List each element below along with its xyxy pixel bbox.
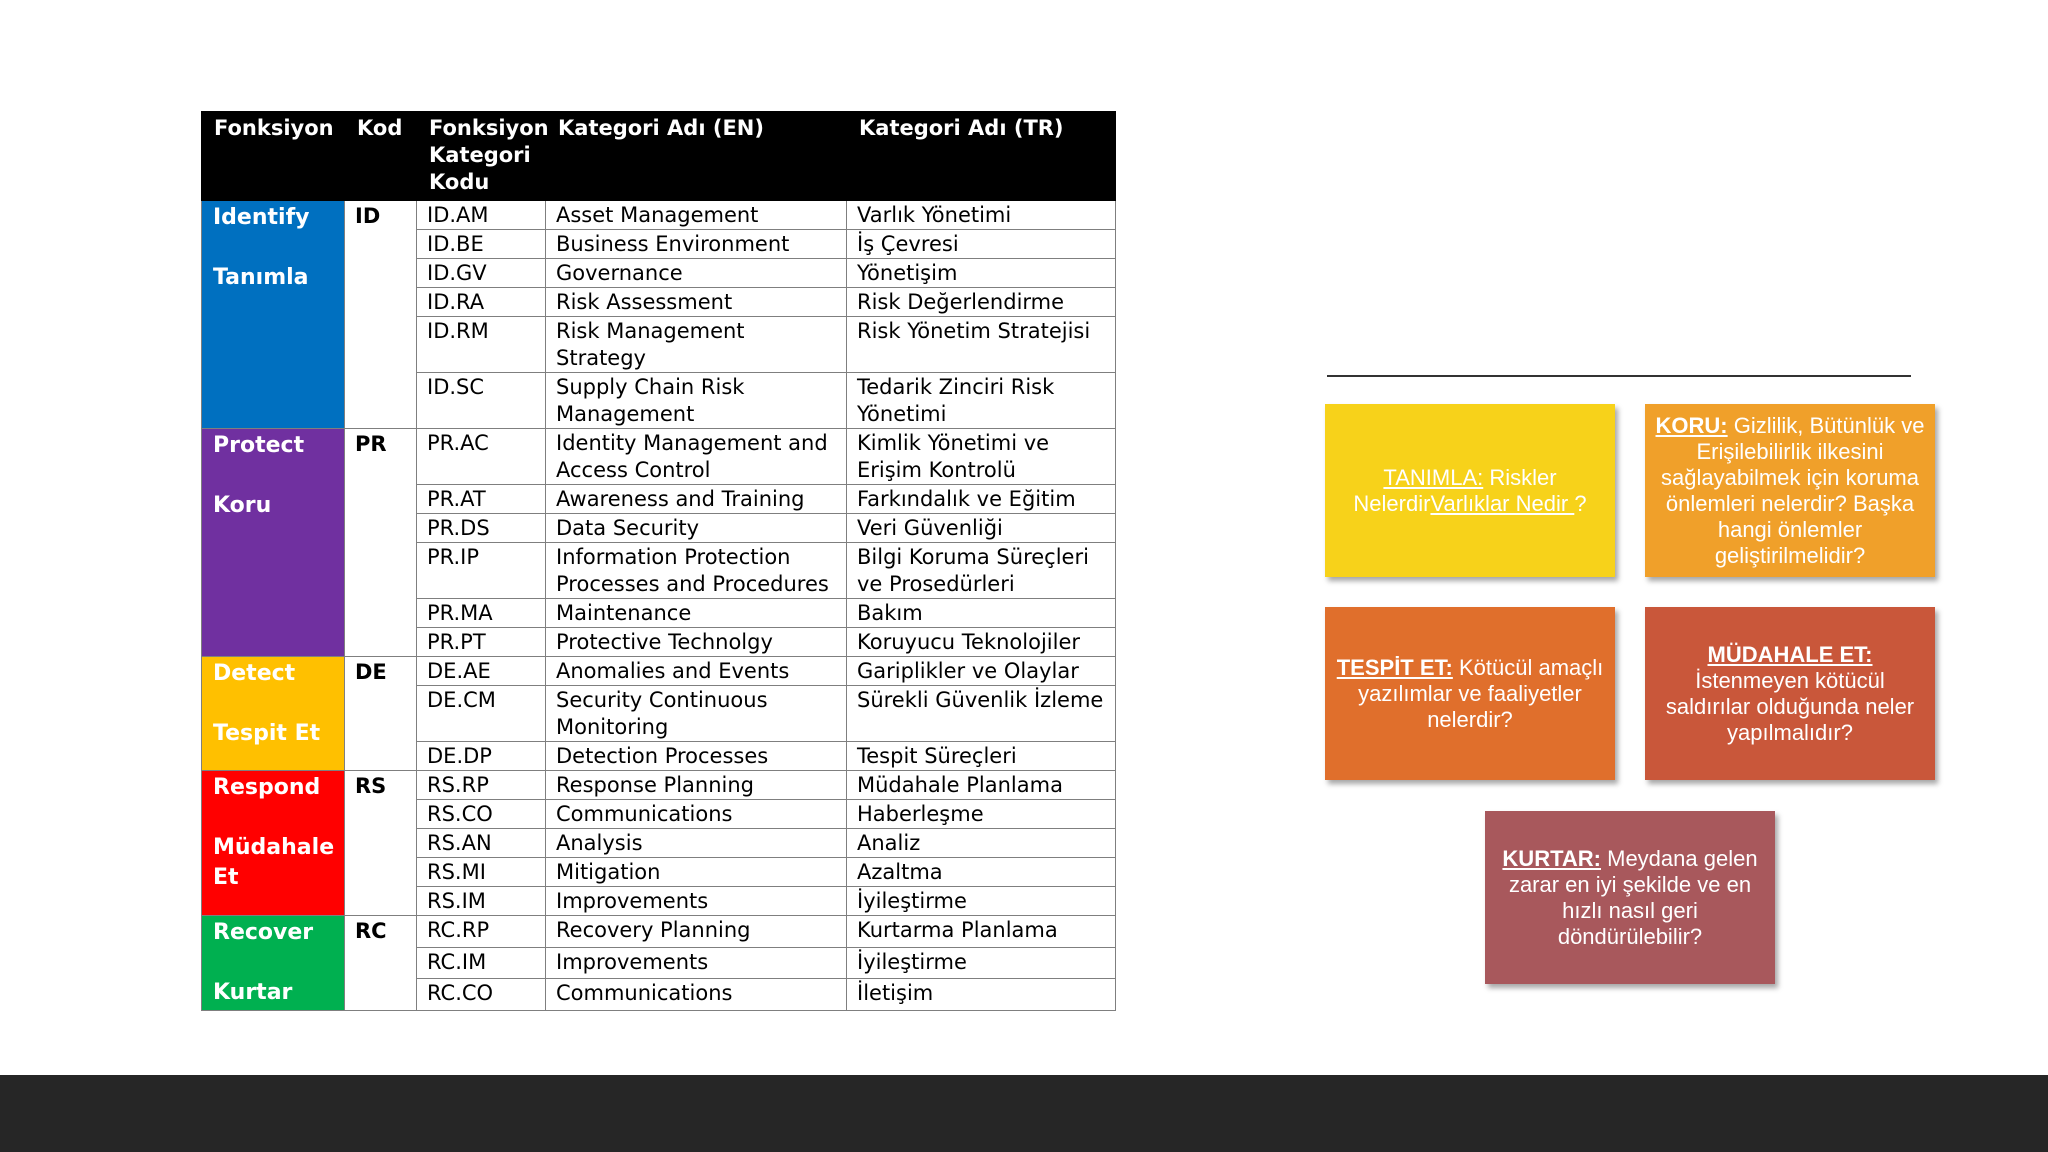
- protect-box: [1645, 404, 1935, 577]
- category-name-en-cell: Governance: [546, 259, 847, 288]
- category-code-cell: RS.MI: [417, 858, 546, 887]
- category-name-tr-cell: Analiz: [847, 829, 1116, 858]
- category-name-en-cell: Risk Management Strategy: [546, 317, 847, 373]
- category-name-en-cell: Awareness and Training: [546, 485, 847, 514]
- category-code-cell: RS.RP: [417, 771, 546, 800]
- category-code-cell: RC.RP: [417, 916, 546, 948]
- category-name-en-cell: Security Continuous Monitoring: [546, 686, 847, 742]
- function-cell-recover: [202, 916, 345, 1011]
- category-name-tr-cell: Varlık Yönetimi: [847, 201, 1116, 230]
- header-fonksiyon: Fonksiyon: [202, 112, 345, 201]
- category-name-tr-cell: Tedarik Zinciri Risk Yönetimi: [847, 373, 1116, 429]
- category-code-cell: PR.IP: [417, 543, 546, 599]
- category-name-tr-cell: Haberleşme: [847, 800, 1116, 829]
- category-name-tr-cell: Koruyucu Teknolojiler: [847, 628, 1116, 657]
- category-name-en-cell: Business Environment: [546, 230, 847, 259]
- table-row: [202, 916, 1116, 948]
- identify-link[interactable]: Varlıklar Nedir: [1430, 490, 1575, 516]
- category-code-cell: DE.CM: [417, 686, 546, 742]
- category-name-tr-cell: Risk Yönetim Stratejisi: [847, 317, 1116, 373]
- category-name-tr-cell: İyileştirme: [847, 947, 1116, 979]
- function-cell-identify: [202, 201, 345, 429]
- table-header-row: [202, 112, 1116, 201]
- protect-box-text: [1653, 413, 1927, 569]
- function-code-cell: PR: [345, 429, 417, 657]
- header-kategori-en: Kategori Adı (EN): [546, 112, 847, 201]
- header-kategori-tr: Kategori Adı (TR): [847, 112, 1116, 201]
- function-code-cell: ID: [345, 201, 417, 429]
- identify-text-a: Riskler Nelerdir: [1353, 464, 1557, 516]
- identify-box: [1325, 404, 1615, 577]
- category-name-tr-cell: Kurtarma Planlama: [847, 916, 1116, 948]
- category-name-tr-cell: Azaltma: [847, 858, 1116, 887]
- function-code-cell: RC: [345, 916, 417, 1011]
- category-name-tr-cell: Veri Güvenliği: [847, 514, 1116, 543]
- category-name-en-cell: Recovery Planning: [546, 916, 847, 948]
- category-code-cell: RS.AN: [417, 829, 546, 858]
- table-body: [202, 201, 1116, 1011]
- detect-box: [1325, 607, 1615, 780]
- category-name-en-cell: Protective Technolgy: [546, 628, 847, 657]
- table-row: [202, 771, 1116, 800]
- category-code-cell: ID.RM: [417, 317, 546, 373]
- category-name-en-cell: Identity Management and Access Control: [546, 429, 847, 485]
- recover-text: Meydana gelen zarar en iyi şekilde ve en hızlı nasıl geri döndürülebilir?: [1508, 845, 1758, 949]
- category-code-cell: PR.AC: [417, 429, 546, 485]
- function-name-tr: Koru: [213, 493, 272, 518]
- function-name-tr: Tanımla: [213, 265, 309, 290]
- identify-keyword: TANIMLA:: [1383, 464, 1484, 490]
- function-code-cell: DE: [345, 657, 417, 771]
- category-code-cell: ID.AM: [417, 201, 546, 230]
- divider-line: [1327, 375, 1911, 377]
- category-name-tr-cell: İyileştirme: [847, 887, 1116, 916]
- identify-box-text: [1333, 465, 1607, 517]
- category-name-tr-cell: Gariplikler ve Olaylar: [847, 657, 1116, 686]
- function-cell-detect: [202, 657, 345, 771]
- detect-keyword: TESPİT ET:: [1336, 654, 1453, 680]
- function-name-tr: Müdahale Et: [213, 835, 335, 890]
- header-kod: Kod: [345, 112, 417, 201]
- category-name-tr-cell: İletişim: [847, 979, 1116, 1011]
- category-name-en-cell: Maintenance: [546, 599, 847, 628]
- category-name-tr-cell: Tespit Süreçleri: [847, 742, 1116, 771]
- recover-keyword: KURTAR:: [1502, 845, 1601, 871]
- category-name-en-cell: Supply Chain Risk Management: [546, 373, 847, 429]
- header-kategori-kodu: Fonksiyon Kategori Kodu: [417, 112, 546, 201]
- respond-keyword: MÜDAHALE ET:: [1707, 641, 1873, 667]
- protect-text: Gizlilik, Bütünlük ve Erişilebilirlik ilkesini sağlayabilmek için koruma önlemleri nelerdir? Başka hangi önlemler geliştirilmelidir?: [1661, 412, 1925, 568]
- function-cell-respond: [202, 771, 345, 916]
- category-name-en-cell: Risk Assessment: [546, 288, 847, 317]
- identify-text-b: ?: [1574, 490, 1587, 516]
- respond-box: [1645, 607, 1935, 780]
- table-row: [202, 201, 1116, 230]
- function-name-en: Detect: [213, 661, 296, 686]
- category-name-tr-cell: Risk Değerlendirme: [847, 288, 1116, 317]
- category-name-tr-cell: Farkındalık ve Eğitim: [847, 485, 1116, 514]
- respond-box-text: [1653, 642, 1927, 746]
- category-name-en-cell: Improvements: [546, 947, 847, 979]
- function-code-cell: RS: [345, 771, 417, 916]
- detect-box-text: [1333, 655, 1607, 733]
- table-row: [202, 429, 1116, 485]
- category-name-en-cell: Detection Processes: [546, 742, 847, 771]
- function-name-tr: Tespit Et: [213, 721, 321, 746]
- function-name-en: Recover: [213, 920, 314, 945]
- category-code-cell: ID.BE: [417, 230, 546, 259]
- category-name-tr-cell: Yönetişim: [847, 259, 1116, 288]
- category-name-en-cell: Asset Management: [546, 201, 847, 230]
- table-row: [202, 657, 1116, 686]
- category-name-en-cell: Communications: [546, 800, 847, 829]
- category-name-tr-cell: Kimlik Yönetimi ve Erişim Kontrolü: [847, 429, 1116, 485]
- category-code-cell: RC.CO: [417, 979, 546, 1011]
- category-name-en-cell: Improvements: [546, 887, 847, 916]
- category-code-cell: RS.CO: [417, 800, 546, 829]
- category-name-tr-cell: Müdahale Planlama: [847, 771, 1116, 800]
- category-code-cell: PR.DS: [417, 514, 546, 543]
- category-code-cell: PR.AT: [417, 485, 546, 514]
- category-name-tr-cell: Sürekli Güvenlik İzleme: [847, 686, 1116, 742]
- function-name-en: Protect: [213, 433, 305, 458]
- category-code-cell: RS.IM: [417, 887, 546, 916]
- category-code-cell: ID.RA: [417, 288, 546, 317]
- category-name-en-cell: Response Planning: [546, 771, 847, 800]
- category-name-en-cell: Mitigation: [546, 858, 847, 887]
- category-name-en-cell: Communications: [546, 979, 847, 1011]
- nist-csf-table: [201, 111, 1116, 1011]
- function-name-en: Identify: [213, 205, 310, 230]
- category-name-tr-cell: Bakım: [847, 599, 1116, 628]
- recover-box: [1485, 811, 1775, 984]
- category-code-cell: RC.IM: [417, 947, 546, 979]
- category-code-cell: PR.MA: [417, 599, 546, 628]
- category-name-tr-cell: Bilgi Koruma Süreçleri ve Prosedürleri: [847, 543, 1116, 599]
- category-code-cell: PR.PT: [417, 628, 546, 657]
- respond-text: İstenmeyen kötücül saldırılar olduğunda neler yapılmalıdır?: [1665, 667, 1915, 745]
- function-name-tr: Kurtar: [213, 980, 293, 1005]
- category-name-en-cell: Data Security: [546, 514, 847, 543]
- category-name-en-cell: Analysis: [546, 829, 847, 858]
- category-name-en-cell: Anomalies and Events: [546, 657, 847, 686]
- category-code-cell: ID.SC: [417, 373, 546, 429]
- function-cell-protect: [202, 429, 345, 657]
- protect-keyword: KORU:: [1655, 412, 1728, 438]
- category-code-cell: ID.GV: [417, 259, 546, 288]
- detect-text: Kötücül amaçlı yazılımlar ve faaliyetler nelerdir?: [1358, 654, 1604, 732]
- category-name-en-cell: Information Protection Processes and Procedures: [546, 543, 847, 599]
- function-name-en: Respond: [213, 775, 321, 800]
- recover-box-text: [1493, 846, 1767, 950]
- category-code-cell: DE.AE: [417, 657, 546, 686]
- category-name-tr-cell: İş Çevresi: [847, 230, 1116, 259]
- category-code-cell: DE.DP: [417, 742, 546, 771]
- bottom-bar: [0, 1075, 2048, 1152]
